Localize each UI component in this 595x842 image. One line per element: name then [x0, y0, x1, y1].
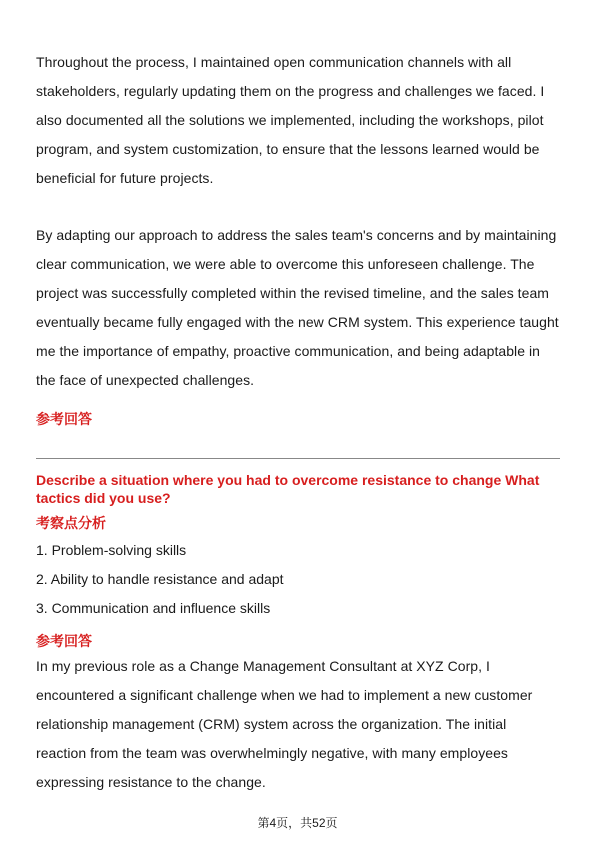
- reference-answer-heading: 参考回答: [36, 411, 92, 427]
- assessment-points-list: [36, 536, 560, 623]
- page-content: [36, 48, 560, 797]
- page-number: 第4页，共52页: [257, 816, 338, 830]
- list-item: 3. Communication and influence skills: [36, 600, 271, 616]
- paragraph-communication: Throughout the process, I maintained open communication channels with all stakeholders, regularly updating them on the progress and challenges we faced. I also documented all the solutions we implemented, including the workshops, pilot program, and system customization, to ensure that the lessons learned would be beneficial for future projects.: [36, 54, 545, 186]
- section-divider: [36, 458, 560, 459]
- reference-answer-heading: 参考回答: [36, 633, 92, 649]
- answer-paragraph: In my previous role as a Change Management Consultant at XYZ Corp, I encountered a significant challenge when we had to implement a new customer relationship management (CRM) system across the organization. The initial reaction from the team was overwhelmingly negative, with many employees expressing resistance to the change.: [36, 658, 533, 790]
- question-title: Describe a situation where you had to overcome resistance to change What tactics did you use?: [36, 472, 540, 506]
- paragraph-outcome: By adapting our approach to address the sales team's concerns and by maintaining clear communication, we were able to overcome this unforeseen challenge. The project was successfully completed within the revised timeline, and the sales team eventually became fully engaged with the new CRM system. This experience taught me the importance of empathy, proactive communication, and being adaptable in the face of unexpected challenges.: [36, 227, 559, 388]
- paragraph-spacer: [36, 193, 560, 221]
- analysis-heading: 考察点分析: [36, 515, 106, 531]
- list-item: 1. Problem-solving skills: [36, 542, 187, 558]
- list-item: 2. Ability to handle resistance and adapt: [36, 571, 284, 587]
